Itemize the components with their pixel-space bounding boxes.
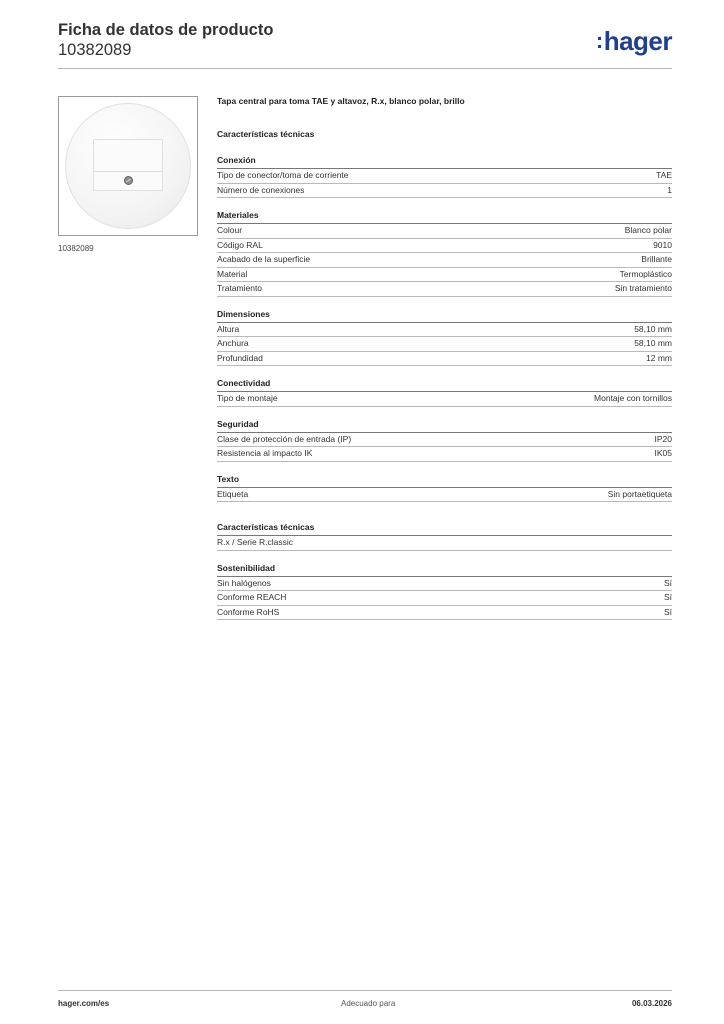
spec-value: TAE <box>656 170 672 180</box>
spec-row <box>217 253 672 268</box>
product-title: Tapa central para toma TAE y altavoz, R.x, blanco polar, brillo <box>217 96 465 106</box>
spec-row <box>217 224 672 239</box>
plate-window <box>93 139 163 191</box>
footer-suitability: Adecuado para <box>341 999 396 1008</box>
spec-label: Material <box>217 268 248 279</box>
spec-row <box>217 352 672 367</box>
spec-row <box>217 488 672 503</box>
section-title: Características técnicas <box>217 521 672 536</box>
spec-value: 12 mm <box>646 352 672 363</box>
spec-label: Colour <box>217 225 243 235</box>
spec-section <box>217 154 672 198</box>
spec-row <box>217 184 672 199</box>
spec-label: Tratamiento <box>217 283 263 293</box>
spec-row <box>217 323 672 338</box>
spec-label: Conforme RoHS <box>217 606 280 617</box>
spec-row <box>217 591 672 606</box>
spec-value: Montaje con tornillos <box>594 393 672 403</box>
spec-label: Sin halógenos <box>217 577 271 588</box>
spec-section <box>217 418 672 462</box>
spec-label: Conforme REACH <box>217 592 287 602</box>
spec-row <box>217 577 672 592</box>
spec-section <box>217 473 672 503</box>
spec-value: 9010 <box>653 239 672 250</box>
spec-row <box>217 169 672 184</box>
spec-label: Altura <box>217 323 240 334</box>
footer-website: hager.com/es <box>58 999 110 1008</box>
spec-value: Sí <box>663 592 672 602</box>
product-number: 10382089 <box>58 41 132 59</box>
spec-label: Tipo de conector/toma de corriente <box>217 170 349 180</box>
section-title: Conexión <box>217 154 672 169</box>
spec-row <box>217 606 672 621</box>
spec-content <box>217 94 672 631</box>
header-divider <box>58 68 672 69</box>
product-image <box>58 96 198 236</box>
spec-row <box>217 268 672 283</box>
logo-text: hager <box>603 26 672 56</box>
spec-row <box>217 433 672 448</box>
spec-label: Clase de protección de entrada (IP) <box>217 433 352 444</box>
spec-label: Código RAL <box>217 239 263 250</box>
spec-value: Sí <box>663 606 672 617</box>
spec-value: IK05 <box>654 448 672 458</box>
spec-label: Resistencia al impacto IK <box>217 448 313 458</box>
section-title: Dimensiones <box>217 308 672 323</box>
spec-section <box>217 377 672 407</box>
spec-section <box>217 562 672 621</box>
spec-value: IP20 <box>654 433 672 444</box>
spec-value: Sin portaetiqueta <box>607 488 672 499</box>
spec-label: Etiqueta <box>217 488 249 499</box>
page-footer <box>58 990 672 1008</box>
section-title: Materiales <box>217 209 672 224</box>
main-section-header: Características técnicas <box>217 129 315 139</box>
spec-row <box>217 337 672 352</box>
spec-label: Acabado de la superficie <box>217 254 311 264</box>
spec-sections <box>217 154 672 620</box>
logo-mark: : <box>595 28 603 53</box>
image-caption: 10382089 <box>58 244 94 253</box>
section-title: Texto <box>217 473 672 488</box>
spec-section <box>217 521 672 551</box>
spec-value: 58,10 mm <box>634 338 672 348</box>
spec-row <box>217 239 672 254</box>
spec-value: Termoplástico <box>619 268 672 279</box>
spec-value: Sin tratamiento <box>614 283 672 293</box>
section-title: Seguridad <box>217 418 672 433</box>
footer-date: 06.03.2026 <box>631 999 672 1008</box>
spec-row <box>217 447 672 462</box>
page-header <box>58 20 672 70</box>
spec-row <box>217 392 672 407</box>
spec-value: Sí <box>663 577 672 588</box>
window-divider <box>94 171 162 172</box>
spec-row <box>217 282 672 297</box>
document-title: Ficha de datos de producto <box>58 21 274 39</box>
spec-value: 58,10 mm <box>634 323 672 334</box>
spec-label: Número de conexiones <box>217 184 305 195</box>
spec-label: Tipo de montaje <box>217 393 278 403</box>
spec-value: Brillante <box>641 254 672 264</box>
spec-section <box>217 308 672 367</box>
spec-section <box>217 209 672 297</box>
section-title: Conectividad <box>217 377 672 392</box>
spec-value: Blanco polar <box>624 225 672 235</box>
hager-logo <box>596 26 672 57</box>
spec-row <box>217 536 672 551</box>
cover-plate-illustration <box>65 103 191 229</box>
screw-icon <box>124 176 133 185</box>
section-title: Sostenibilidad <box>217 562 672 577</box>
spec-label: Anchura <box>217 338 249 348</box>
spec-label: Profundidad <box>217 352 263 363</box>
spec-value: 1 <box>667 184 672 195</box>
spec-label: R.x / Serie R.classic <box>217 537 294 547</box>
